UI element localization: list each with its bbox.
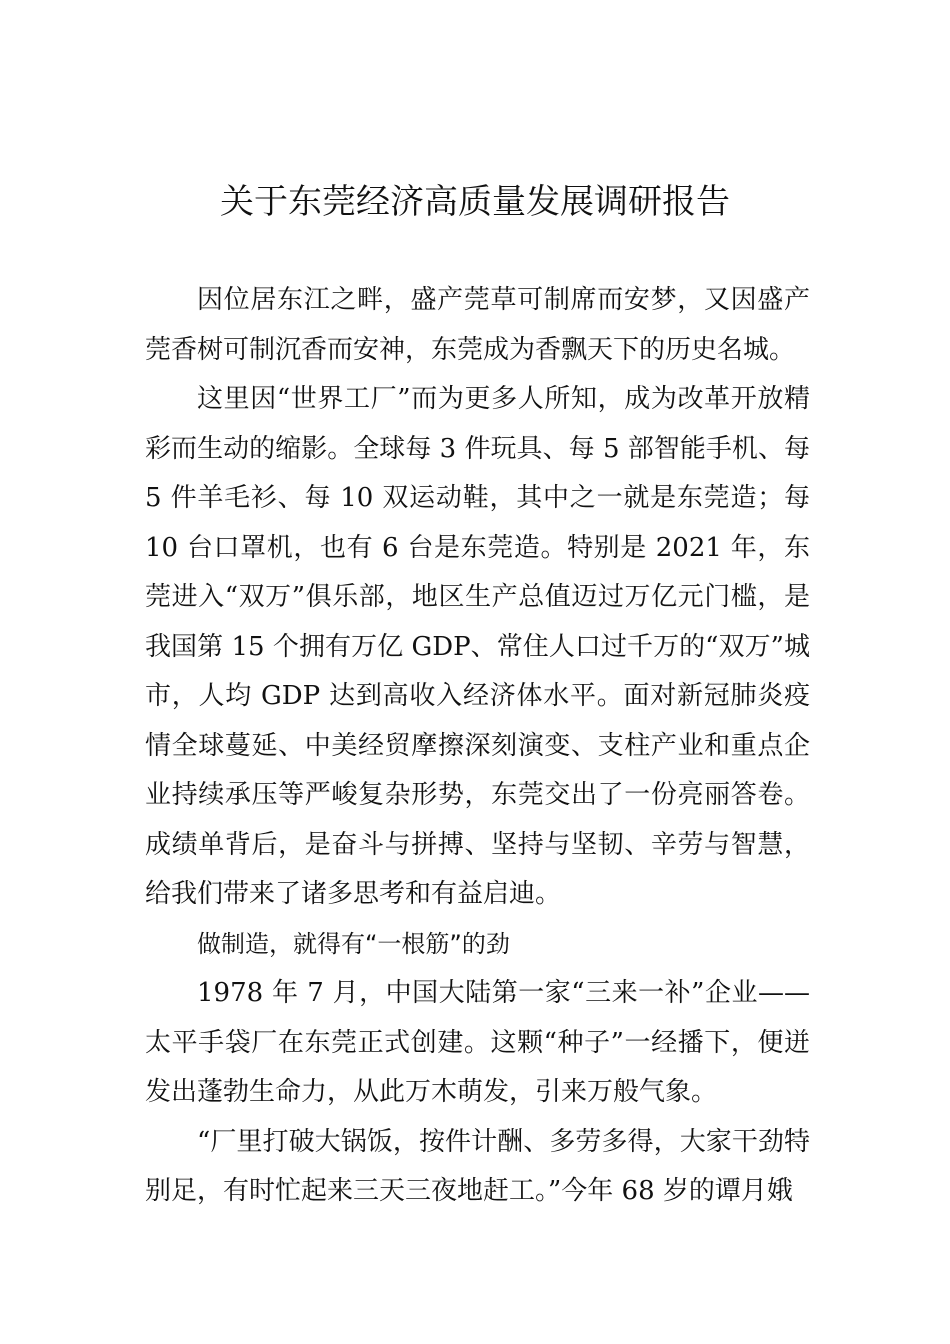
paragraph-quote: “厂里打破大锅饭，按件计酬、多劳多得，大家干劲特别足，有时忙起来三天三夜地赶工。”今年 68 岁的谭月娥: [145, 1126, 810, 1206]
paragraph-world-factory: 这里因“世界工厂”而为更多人所知，成为改革开放精彩而生动的缩影。全球每 3 件玩具、每 5 部智能手机、每 5 件羊毛衫、每 10 双运动鞋，其中之一就是东莞造；每 10 台口罩机，也有 6 台是东莞造。特别是 2021 年，东莞进入“双万”俱乐部，地区生产总值迈过万亿元门槛，是我国第 15 个拥有万亿 GDP、常住人口过千万的“双万”城市，人均 GDP 达到高收入经济体水平。面对新冠肺炎疫情全球蔓延、中美经贸摩擦深刻演变、支柱产业和重点企业持续承压等严峻复杂形势，东莞交出了一份亮丽答卷。成绩单背后，是奋斗与拼搏、坚持与坚韧、辛劳与智慧，给我们带来了诸多思考和有益启迪。: [145, 384, 810, 909]
section-heading: 做制造，就得有“一根筋”的劲: [197, 929, 510, 958]
document-title: 关于东莞经济高质量发展调研报告: [220, 182, 730, 222]
paragraph-1978: 1978 年 7 月，中国大陆第一家“三来一补”企业——太平手袋厂在东莞正式创建。这颗“种子”一经播下，便迸发出蓬勃生命力，从此万木萌发，引来万般气象。: [145, 978, 810, 1107]
paragraph-intro: 因位居东江之畔，盛产莞草可制席而安梦，又因盛产莞香树可制沉香而安神，东莞成为香飘天下的历史名城。: [145, 285, 810, 365]
document-body: [145, 276, 810, 1217]
